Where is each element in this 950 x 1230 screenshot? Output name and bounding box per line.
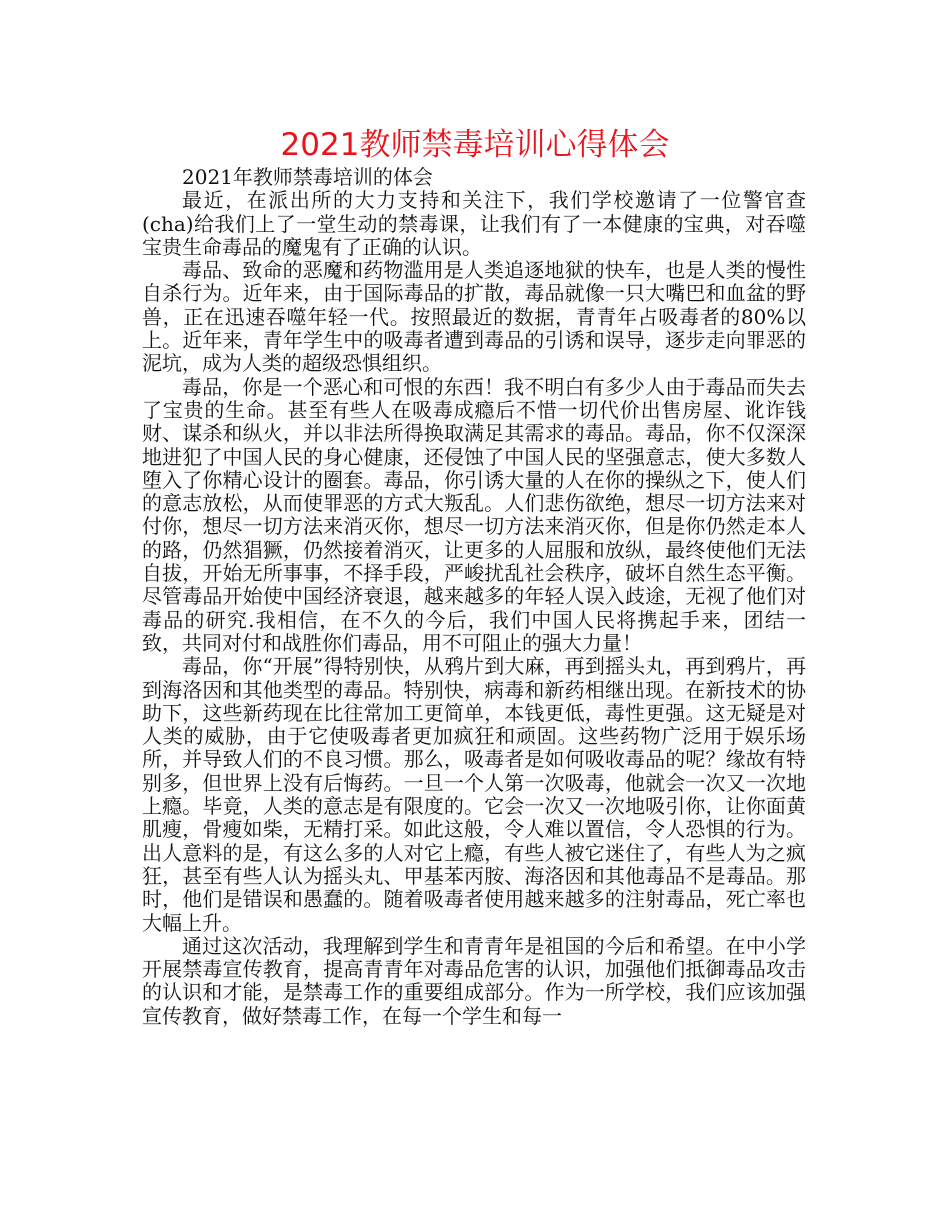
paragraph-1: 最近，在派出所的大力支持和关注下，我们学校邀请了一位警官查(cha)给我们上了一堂生动的禁毒课，让我们有了一本健康的宝典，对吞噬宝贵生命毒品的魔鬼有了正确的认识。	[142, 188, 806, 259]
document-subtitle: 2021年教师禁毒培训的体会	[182, 165, 433, 189]
document-title: 2021教师禁毒培训心得体会	[280, 127, 670, 163]
paragraph-3: 毒品，你是一个恶心和可恨的东西！我不明白有多少人由于毒品而失去了宝贵的生命。甚至有些人在吸毒成瘾后不惜一切代价出售房屋、讹诈钱财、谋杀和纵火，并以非法所得换取满足其需求的毒品。毒品，你不仅深深地进犯了中国人民的身心健康，还侵蚀了中国人民的坚强意志，使大多数人堕入了你精心设计的圈套。毒品，你引诱大量的人在你的操纵之下，使人们的意志放松，从而使罪恶的方式大叛乱。人们悲伤欲绝，想尽一切方法来对付你，想尽一切方法来消灭你，想尽一切方法来消灭你，但是你仍然走本人的路，仍然猖獗，仍然接着消灭，让更多的人屈服和放纵，最终使他们无法自拔，开始无所事事，不择手段，严峻扰乱社会秩序，破坏自然生态平衡。尽管毒品开始使中国经济衰退，越来越多的年轻人误入歧途，无视了他们对毒品的研究.我相信，在不久的今后，我们中国人民将携起手来，团结一致，共同对付和战胜你们毒品，用不可阻止的强大力量！	[142, 374, 806, 655]
paragraph-2: 毒品、致命的恶魔和药物滥用是人类追逐地狱的快车，也是人类的慢性自杀行为。近年来，由于国际毒品的扩散，毒品就像一只大嘴巴和血盆的野兽，正在迅速吞噬年轻一代。按照最近的数据，青青年占吸毒者的80%以上。近年来，青年学生中的吸毒者遭到毒品的引诱和误导，逐步走向罪恶的泥坑，成为人类的超级恐惧组织。	[142, 258, 806, 376]
paragraph-5: 通过这次活动，我理解到学生和青青年是祖国的今后和希望。在中小学开展禁毒宣传教育，提高青青年对毒品危害的认识，加强他们抵御毒品攻击的认识和才能，是禁毒工作的重要组成部分。作为一所学校，我们应该加强宣传教育，做好禁毒工作，在每一个学生和每一	[142, 933, 806, 1028]
paragraph-4: 毒品，你“开展”得特别快，从鸦片到大麻，再到摇头丸，再到鸦片，再到海洛因和其他类型的毒品。特别快，病毒和新药相继出现。在新技术的协助下，这些新药现在比往常加工更简单，本钱更低，毒性更强。这无疑是对人类的威胁，由于它使吸毒者更加疯狂和顽固。这些药物广泛用于娱乐场所，并导致人们的不良习惯。那么，吸毒者是如何吸收毒品的呢？缘故有特别多，但世界上没有后悔药。一旦一个人第一次吸毒，他就会一次又一次地上瘾。毕竟，人类的意志是有限度的。它会一次又一次地吸引你，让你面黄肌瘦，骨瘦如柴，无精打采。如此这般，令人难以置信，令人恐惧的行为。出人意料的是，有这么多的人对它上瘾，有些人被它迷住了，有些人为之疯狂，甚至有些人认为摇头丸、甲基苯丙胺、海洛因和其他毒品不是毒品。那时，他们是错误和愚蠢的。随着吸毒者使用越来越多的注射毒品，死亡率也大幅上升。	[142, 654, 806, 935]
document-body	[142, 166, 806, 1028]
